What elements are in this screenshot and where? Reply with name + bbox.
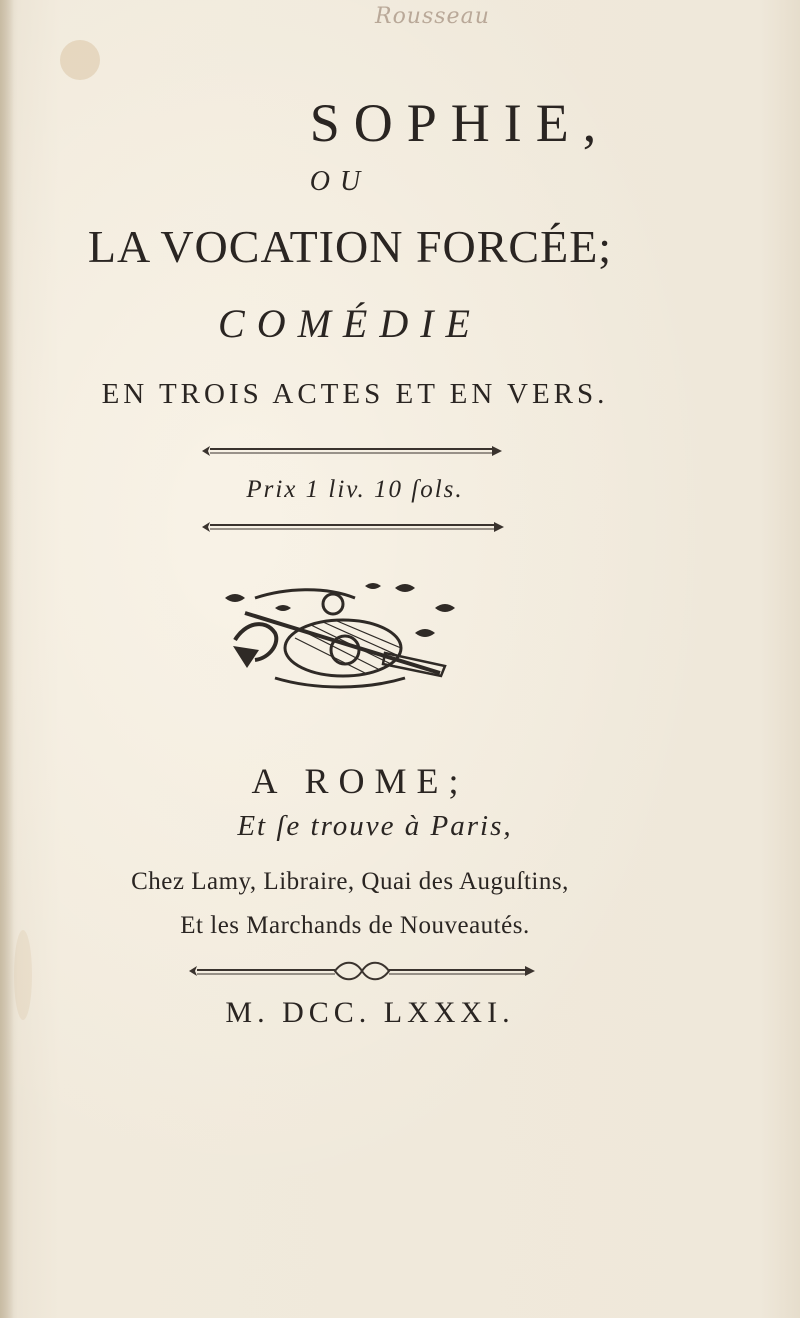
- title: SOPHIE,: [309, 93, 611, 153]
- price: Prix 1 liv. 10 ſols.: [246, 476, 464, 503]
- decorative-rule-with-fleuron: [185, 958, 540, 984]
- genre: COMÉDIE: [218, 301, 482, 346]
- publisher-line: Chez Lamy, Libraire, Quai des Auguſtins,: [131, 868, 569, 895]
- decorative-rule: [198, 518, 510, 536]
- title-conjunction: OU: [309, 166, 371, 197]
- handwritten-annotation: Rousseau: [375, 4, 490, 29]
- publication-year: M. DCC. LXXXI.: [225, 996, 515, 1029]
- foxing-stain: [60, 40, 100, 80]
- merchants-line: Et les Marchands de Nouveautés.: [180, 912, 530, 939]
- musical-instruments-vignette-icon: [215, 578, 470, 698]
- imprint-paris: Et ſe trouve à Paris,: [237, 810, 513, 842]
- decorative-rule: [198, 442, 508, 460]
- imprint-city: A ROME;: [251, 761, 469, 801]
- subtitle: LA VOCATION FORCÉE;: [87, 221, 613, 272]
- acts-description: EN TROIS ACTES ET EN VERS.: [101, 378, 609, 410]
